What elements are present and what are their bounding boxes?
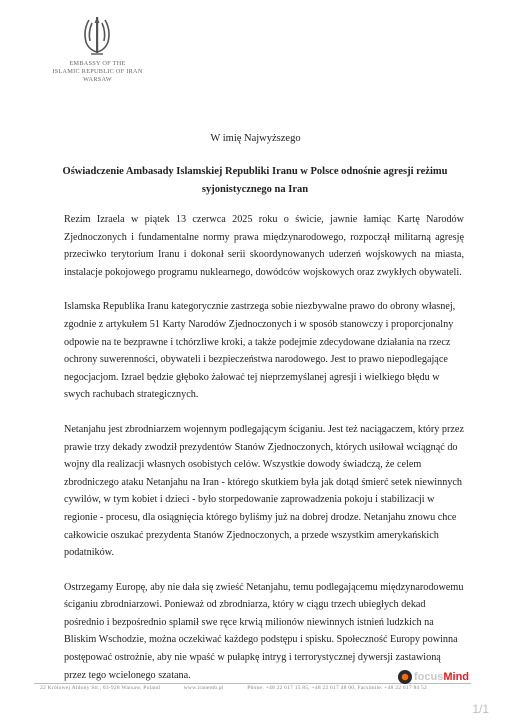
footer (40, 685, 480, 691)
watermark-part-2: Mind (443, 671, 470, 683)
footer-phone: Phone: +48 22 617 15 85, +48 22 617 48 00, Facsimile: +48 22 617 84 52 (247, 685, 428, 691)
embassy-line-3: WARSAW (83, 76, 112, 83)
watermark-part-1: focus (414, 671, 444, 683)
paragraph-1: Rezim Izraela w piątek 13 czerwca 2025 roku o świcie, jawnie łamiąc Kartę Narodów Zjednoczonych i fundamentalne normy prawa międzynarodowego, rozpoczął militarną agresję przeciwko terytorium Iranu i dokonał serii skoordynowanych uderzeń wojskowych na miasta, instalacje pokojowego programu nuklearnego, dowódców wojskowych oraz zwykłych obywateli. (64, 214, 464, 278)
paragraph-4: Ostrzegamy Europę, aby nie dała się zwieść Netanjahu, temu podlegającemu międzynarodowemu ściganiu zbrodniarzowi. Ponieważ od zbrodniarza, który w ciągu trzech ubiegłych dekad pośrednio i bezpośrednio splamił swe ręce krwią milionów niewinnych istnień ludzkich na Bliskim Wschodzie, można oczekiwać każdego podstępu i spisku. Społeczność Europy powinna postępować ostrożnie, aby nie wpaść w pułapkę intryg i terrorystycznej dywersji zastawioną przez tego wcielonego szatana. (64, 581, 464, 681)
document-title (60, 163, 450, 199)
embassy-name (40, 60, 155, 84)
paragraph-3: Netanjahu jest zbrodniarzem wojennym podlegającym ściganiu. Jest też naciągaczem, który przez prawie trzy dekady zwodził prezydentów Stanów Zjednoczonych, których usiłował wciągnąć do wojny dla realizacji własnych osobistych celów. Wszystkie dowody świadczą, że celem zbrodniczego ataku Netanjahu na Iran - którego skutkiem była jak dotąd śmierć setek niewinnych cywilów, w tym kobiet i dzieci - było storpedowanie zaprowadzenia pokoju i stabilizacji w regionie - procesu, dla osiągnięcia którego byliśmy już na dobrej drodze. Netanjahu znowu chce całkowicie oszukać prezydenta Stanów Zjednoczonych, a przede wszystkim amerykańskich podatników. (64, 423, 464, 559)
embassy-line-2: ISLAMIC REPUBLIC OF IRAN (52, 68, 143, 75)
document-body (64, 211, 464, 701)
iran-emblem-icon (80, 14, 114, 58)
paragraph-2: Islamska Republika Iranu kategorycznie zastrzega sobie niezbywalne prawo do obrony własnej, zgodnie z artykułem 51 Karty Narodów Zjednoczonych i w sposób stanowczy i proporcjonalny odpowie na te bezprawne i tchórzliwe kroki, a także podejmie zdecydowane działania na rzecz ochrony suwerenności, obywateli i bezpieczeństwa narodowego. Jest to prawo niepodlegające negocjacjom. Izrael będzie głęboko żałować tej nieprzemyślanej agresji i wielkiego błędu w swych rachubach strategicznych. (64, 301, 456, 401)
watermark-text (414, 671, 469, 683)
invocation: W imię Najwyższego (210, 133, 301, 144)
focusmind-watermark (398, 670, 469, 684)
title-line-2: syjonistycznego na Iran (201, 184, 309, 195)
eye-logo-icon (398, 670, 412, 684)
embassy-line-1: EMBASSY OF THE (69, 60, 126, 67)
title-line-1: Oświadczenie Ambasady Islamskiej Republiki Iranu w Polsce odnośnie agresji reżimu (62, 166, 448, 177)
page-indicator: 1/1 (472, 702, 489, 716)
footer-website: www.iranemb.pl (183, 685, 224, 691)
footer-address: 22 Królowej Aldony Str., 03-928 Warsaw, Poland (40, 685, 160, 691)
